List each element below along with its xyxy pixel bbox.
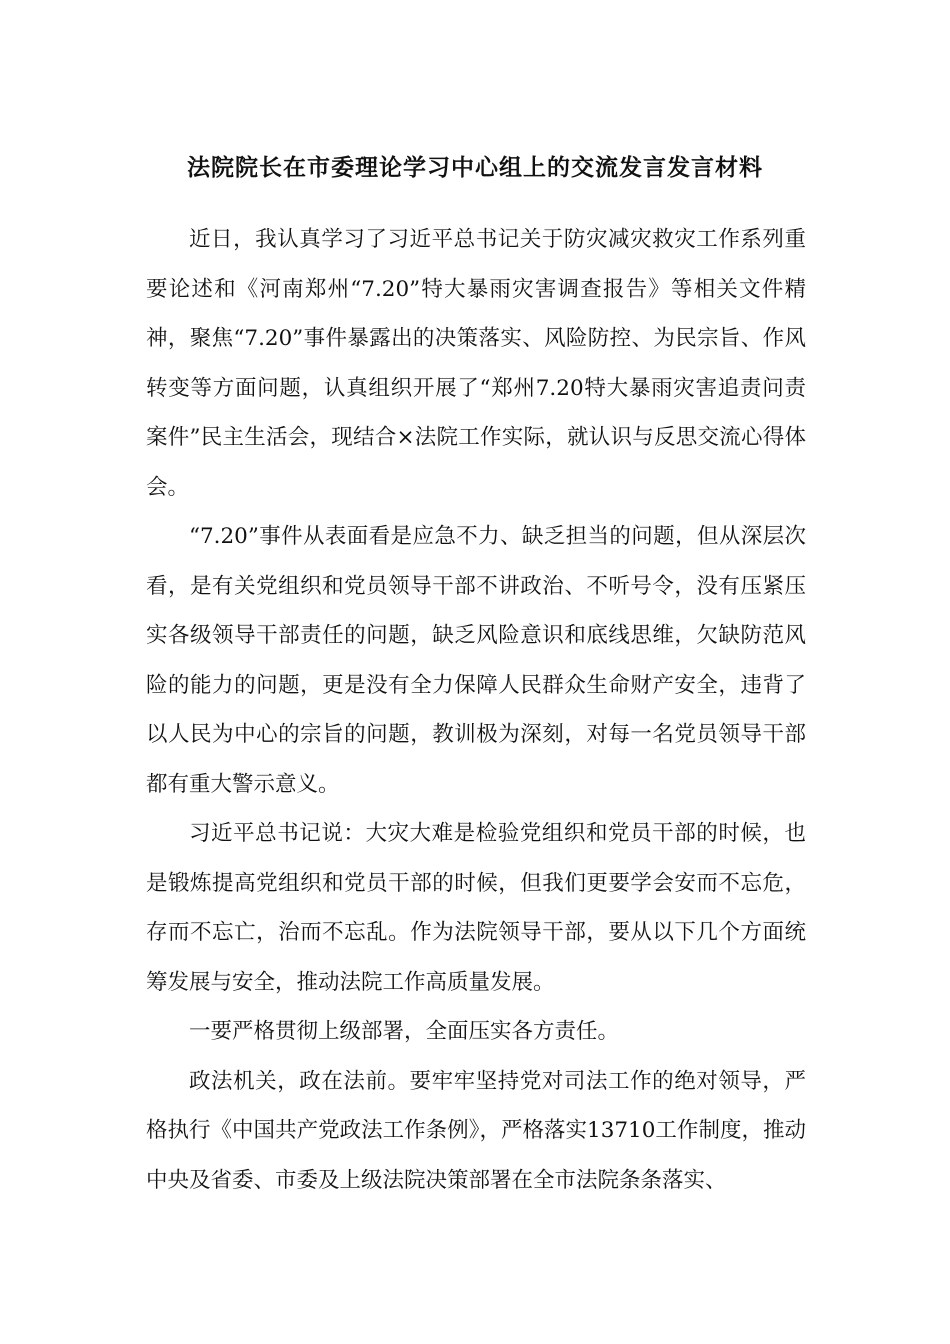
paragraph: 一要严格贯彻上级部署，全面压实各方责任。: [189, 1019, 620, 1044]
paragraph: “7.20”事件从表面看是应急不力、缺乏担当的问题，但从深层次看，是有关党组织和党员领导干部不讲政治、不听号令，没有压紧压实各级领导干部责任的问题，缺乏风险意识和底线思维，欠缺防范风险的能力的问题，更是没有全力保障人民群众生命财产安全，违背了以人民为中心的宗旨的问题，教训极为深刻，对每一名党员领导干部都有重大警示意义。: [146, 524, 806, 797]
paragraph: 近日，我认真学习了习近平总书记关于防灾减灾救灾工作系列重要论述和《河南郑州“7.20”特大暴雨灾害调查报告》等相关文件精神，聚焦“7.20”事件暴露出的决策落实、风险防控、为民宗旨、作风转变等方面问题，认真组织开展了“郑州7.20特大暴雨灾害追责问责案件”民主生活会，现结合×法院工作实际，就认识与反思交流心得体会。: [146, 227, 806, 500]
paragraph: 习近平总书记说：大灾大难是检验党组织和党员干部的时候，也是锻炼提高党组织和党员干部的时候，但我们更要学会安而不忘危，存而不忘亡，治而不忘乱。作为法院领导干部，要从以下几个方面统筹发展与安全，推动法院工作高质量发展。: [146, 821, 806, 995]
document-body: [146, 215, 806, 1205]
paragraph: 政法机关，政在法前。要牢牢坚持党对司法工作的绝对领导，严格执行《中国共产党政法工作条例》，严格落实13710工作制度，推动中央及省委、市委及上级法院决策部署在全市法院条条落实、: [146, 1068, 806, 1193]
document-title: 法院院长在市委理论学习中心组上的交流发言发言材料: [187, 154, 763, 181]
